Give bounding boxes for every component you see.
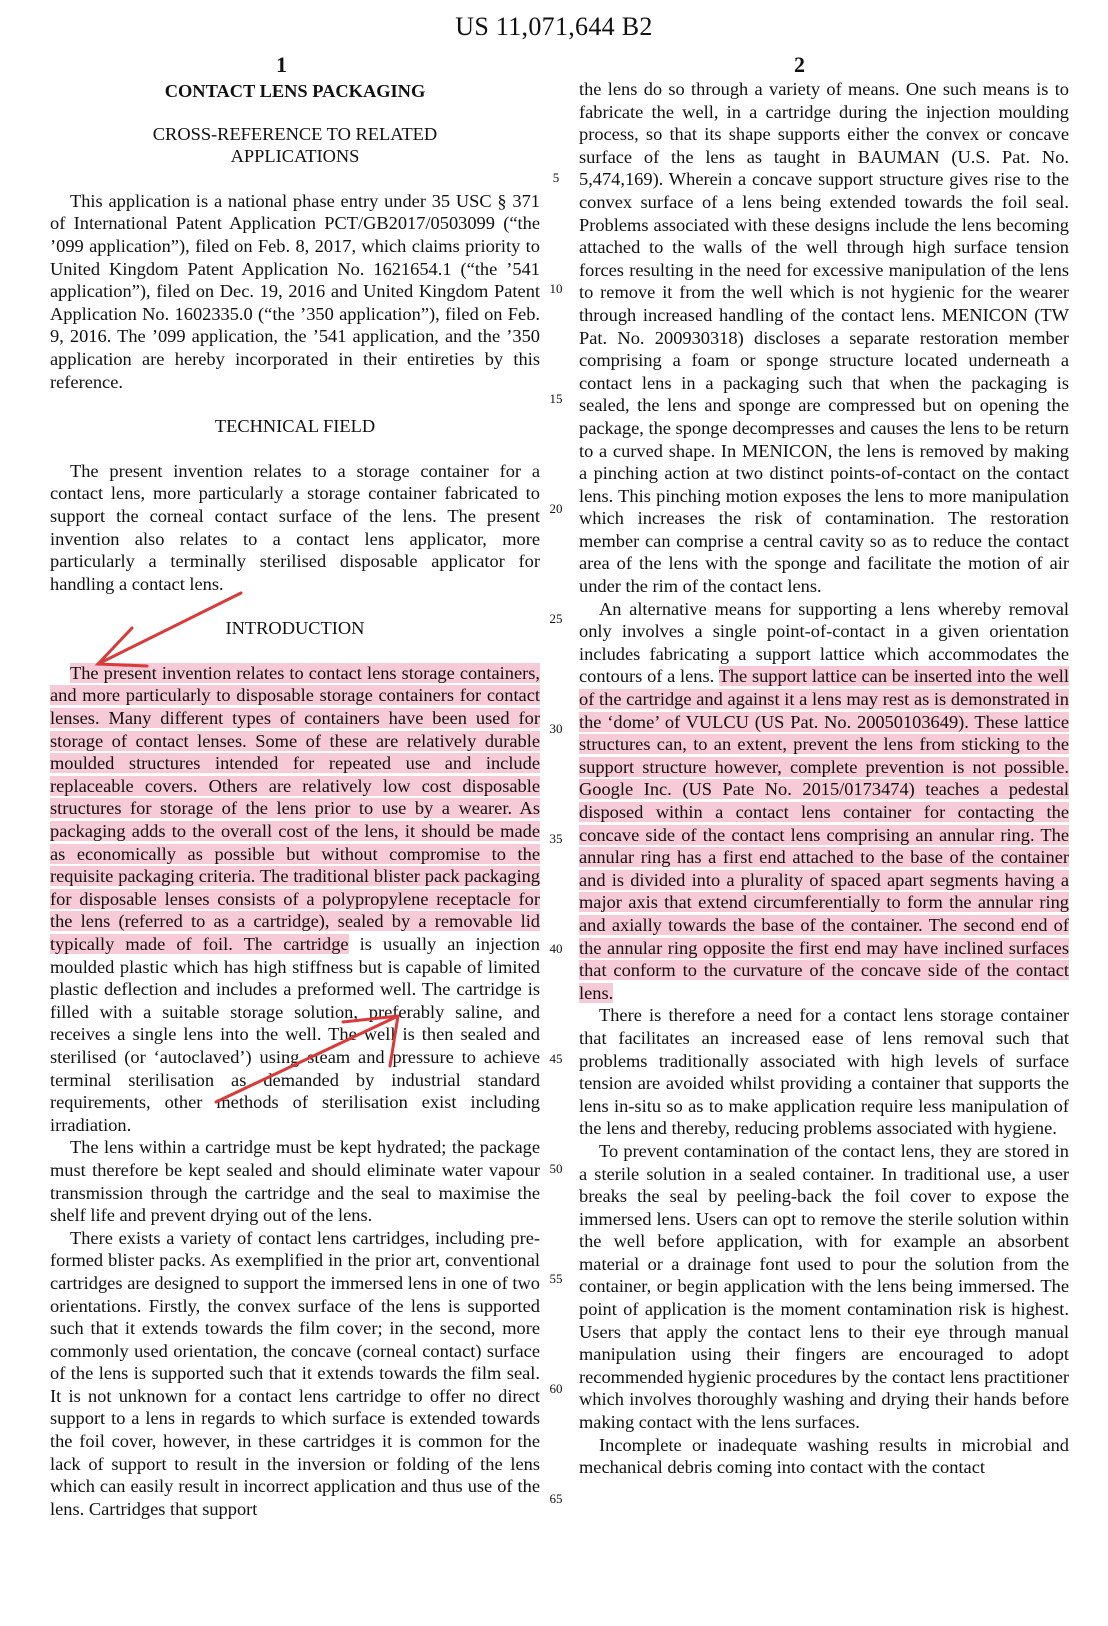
line-number: 30 <box>549 721 563 736</box>
line-number: 15 <box>549 391 563 406</box>
line-number: 65 <box>549 1491 563 1506</box>
line-number: 20 <box>549 501 563 516</box>
line-number: 40 <box>549 941 563 956</box>
paragraph-prior-art-continued: the lens do so through a variety of means. One such means is to fabricate the well, in a cartridge during the injection moulding process, so that its shape supports either the convex or concave surface of the lens as taught in BAUMAN (U.S. Pat. No. 5,474,169). Wherein a concave support structure gives rise to the convex surface of a lens being extended towards the foil seal. Problems associated with these designs include the lens becoming attached to the walls of the well through high surface tension forces resulting in the need for excessive manipulation of the lens to remove it from the well which is not hygienic for the wearer through increased handling of the contact lens. MENICON (TW Pat. No. 200930318) discloses a separate restoration member comprising a foam or sponge structure located underneath a contact lens in a packaging such that when the packaging is sealed, the lens and sponge are compressed but on opening the package, the sponge decompresses and causes the lens to be return to a curved shape. In MENICON, the lens is removed by making a pinching action at two distinct points-of-contact on the contact lens. This pinching motion exposes the lens to more manipulation which increases the risk of contamination. The restoration member can comprise a central cavity so as to reduce the contact area of the lens with the sponge and facilitate the motion of air under the rim of the contact lens. <box>579 79 1069 597</box>
line-number: 55 <box>549 1271 563 1286</box>
column-number-right: 2 <box>794 52 805 77</box>
left-column <box>50 78 540 1520</box>
paragraph-introduction <box>50 662 540 1136</box>
heading-introduction: INTRODUCTION <box>225 618 365 639</box>
line-number: 50 <box>549 1161 563 1176</box>
line-number: 10 <box>549 281 563 296</box>
patent-number: US 11,071,644 B2 <box>455 12 653 41</box>
highlighted-text: The present invention relates to contact lens storage containers, and more particularly to disposable storage containers for contact lenses. Many different types of containers have been used for storage of contact lenses. Some of these are relatively durable moulded structures intended for repeated use and include replaceable covers. Others are relatively low cost disposable structures for storage of the lens prior to use by a wearer. As packaging adds to the overall cost of the lens, it should be made as economically as possible but without compromise to the requisite packaging criteria. The traditional blister pack packaging for disposable lenses consists of a polypropylene receptacle for the lens (referred to as a cartridge), sealed by a removable lid typically made of foil. The cartridge <box>50 662 540 954</box>
document-title: CONTACT LENS PACKAGING <box>164 81 426 101</box>
paragraph-text: An alternative means for supporting a lens whereby removal only involves a single point-of-contact in a given orientation includes fabricating a support lattice which accommodates the contours of a lens. <box>579 598 1069 687</box>
heading-cross-reference: CROSS-REFERENCE TO RELATED APPLICATIONS <box>152 123 438 167</box>
paragraph-need: There is therefore a need for a contact lens storage container that facilitates an increased ease of lens removal such that problems traditionally associated with high levels of surface tension are avoided whilst providing a container that supports the lens in-situ so as to make application require less manipulation of the lens and thereby, reducing problems associated with hygiene. <box>579 1005 1069 1139</box>
line-number: 45 <box>549 1051 563 1066</box>
line-number: 35 <box>549 831 563 846</box>
paragraph-contamination: To prevent contamination of the contact lens, they are stored in a sterile solution in a sealed container. In traditional use, a user breaks the seal by peeling-back the foil cover to expose the immersed lens. Users can opt to remove the sterile solution within the well before application, with for example an absorbent material or a drainage font used to pour the solution from the container, or begin application with the lens being immersed. The point of application is the moment contamination risk is highest. Users that apply the contact lens to their eye through manual manipulation using their fingers are encouraged to adopt recommended hygienic procedures by the contact lens practitioner which involves thoroughly washing and drying their hands before making contact with the lens surfaces. <box>579 1140 1069 1433</box>
line-number-gutter <box>540 0 572 1626</box>
paragraph-support-lattice <box>579 598 1069 1005</box>
paragraph-hydrated: The lens within a cartridge must be kept hydrated; the package must therefore be kept sealed and should eliminate water vapour transmission through the cartridge and the seal to maximise the shelf life and prevent drying out of the lens. <box>50 1137 540 1226</box>
paragraph-technical-field: The present invention relates to a storage container for a contact lens, more particularly a storage container fabricated to support the corneal contact surface of the lens. The present invention also relates to a contact lens applicator, more particularly a terminally sterilised disposable applicator for handling a contact lens. <box>50 460 540 594</box>
column-number-left: 1 <box>276 52 287 77</box>
line-number: 25 <box>549 611 563 626</box>
heading-technical-field: TECHNICAL FIELD <box>214 416 376 437</box>
paragraph-text: is usually an injection moulded plastic which has high stiffness but is capable of limited plastic deflection and includes a preformed well. The cartridge is filled with a suitable storage solution, preferably saline, and receives a single lens into the well. The well is then sealed and sterilised (or ‘autoclaved’) using steam and pressure to achieve terminal sterilisation as demanded by industrial standard requirements, other methods of sterilisation exist including irradiation. <box>50 934 540 1135</box>
line-number: 60 <box>549 1381 563 1396</box>
paragraph-cross-reference: This application is a national phase entry under 35 USC § 371 of International Patent Application PCT/GB2017/0503099 (“the ’099 application”), filed on Feb. 8, 2017, which claims priority to United Kingdom Patent Application No. 1621654.1 (“the ’541 application”), filed on Dec. 19, 2016 and United Kingdom Patent Application No. 1602335.0 (“the ’350 application”), filed on Feb. 9, 2016. The ’099 application, the ’541 application, and the ’350 application are hereby incorporated in their entireties by this reference. <box>50 190 540 392</box>
paragraph-cartridge-variety: There exists a variety of contact lens cartridges, including pre-formed blister packs. As exemplified in the prior art, conventional cartridges are designed to support the immersed lens in one of two orientations. Firstly, the convex surface of the lens is supported such that it extends towards the film cover; in the second, more commonly used orientation, the concave (corneal contact) surface of the lens is supported such that it extends towards the film seal. It is not unknown for a contact lens cartridge to offer no direct support to a lens in regards to which surface is extended towards the foil cover, however, in these cartridges it is common for the lack of support to result in the inversion or folding of the lens which can easily result in incorrect application and thus use of the lens. Cartridges that support <box>50 1227 540 1519</box>
paragraph-incomplete-washing: Incomplete or inadequate washing results in microbial and mechanical debris coming into contact with the contact <box>579 1434 1069 1478</box>
right-column <box>579 78 1069 1479</box>
highlighted-text: The support lattice can be inserted into the well of the cartridge and against it a lens may rest as is demonstrated in the ‘dome’ of VULCU (US Pat. No. 20050103649). These lattice structures can, to an extent, prevent the lens from sticking to the support structure however, complete prevention is not possible. Google Inc. (US Pate No. 2015/0173474) teaches a pedestal disposed within a contact lens container for contacting the concave side of the contact lens comprising an annular ring. The annular ring has a first end attached to the base of the container and is divided into a plurality of spaced apart segments having a major axis that extend circumferentially to form the annular ring and axially towards the base of the container. The second end of the annular ring opposite the first end may have inclined surfaces that conform to the curvature of the concave side of the contact lens. <box>579 666 1069 1003</box>
line-number: 5 <box>552 170 560 185</box>
